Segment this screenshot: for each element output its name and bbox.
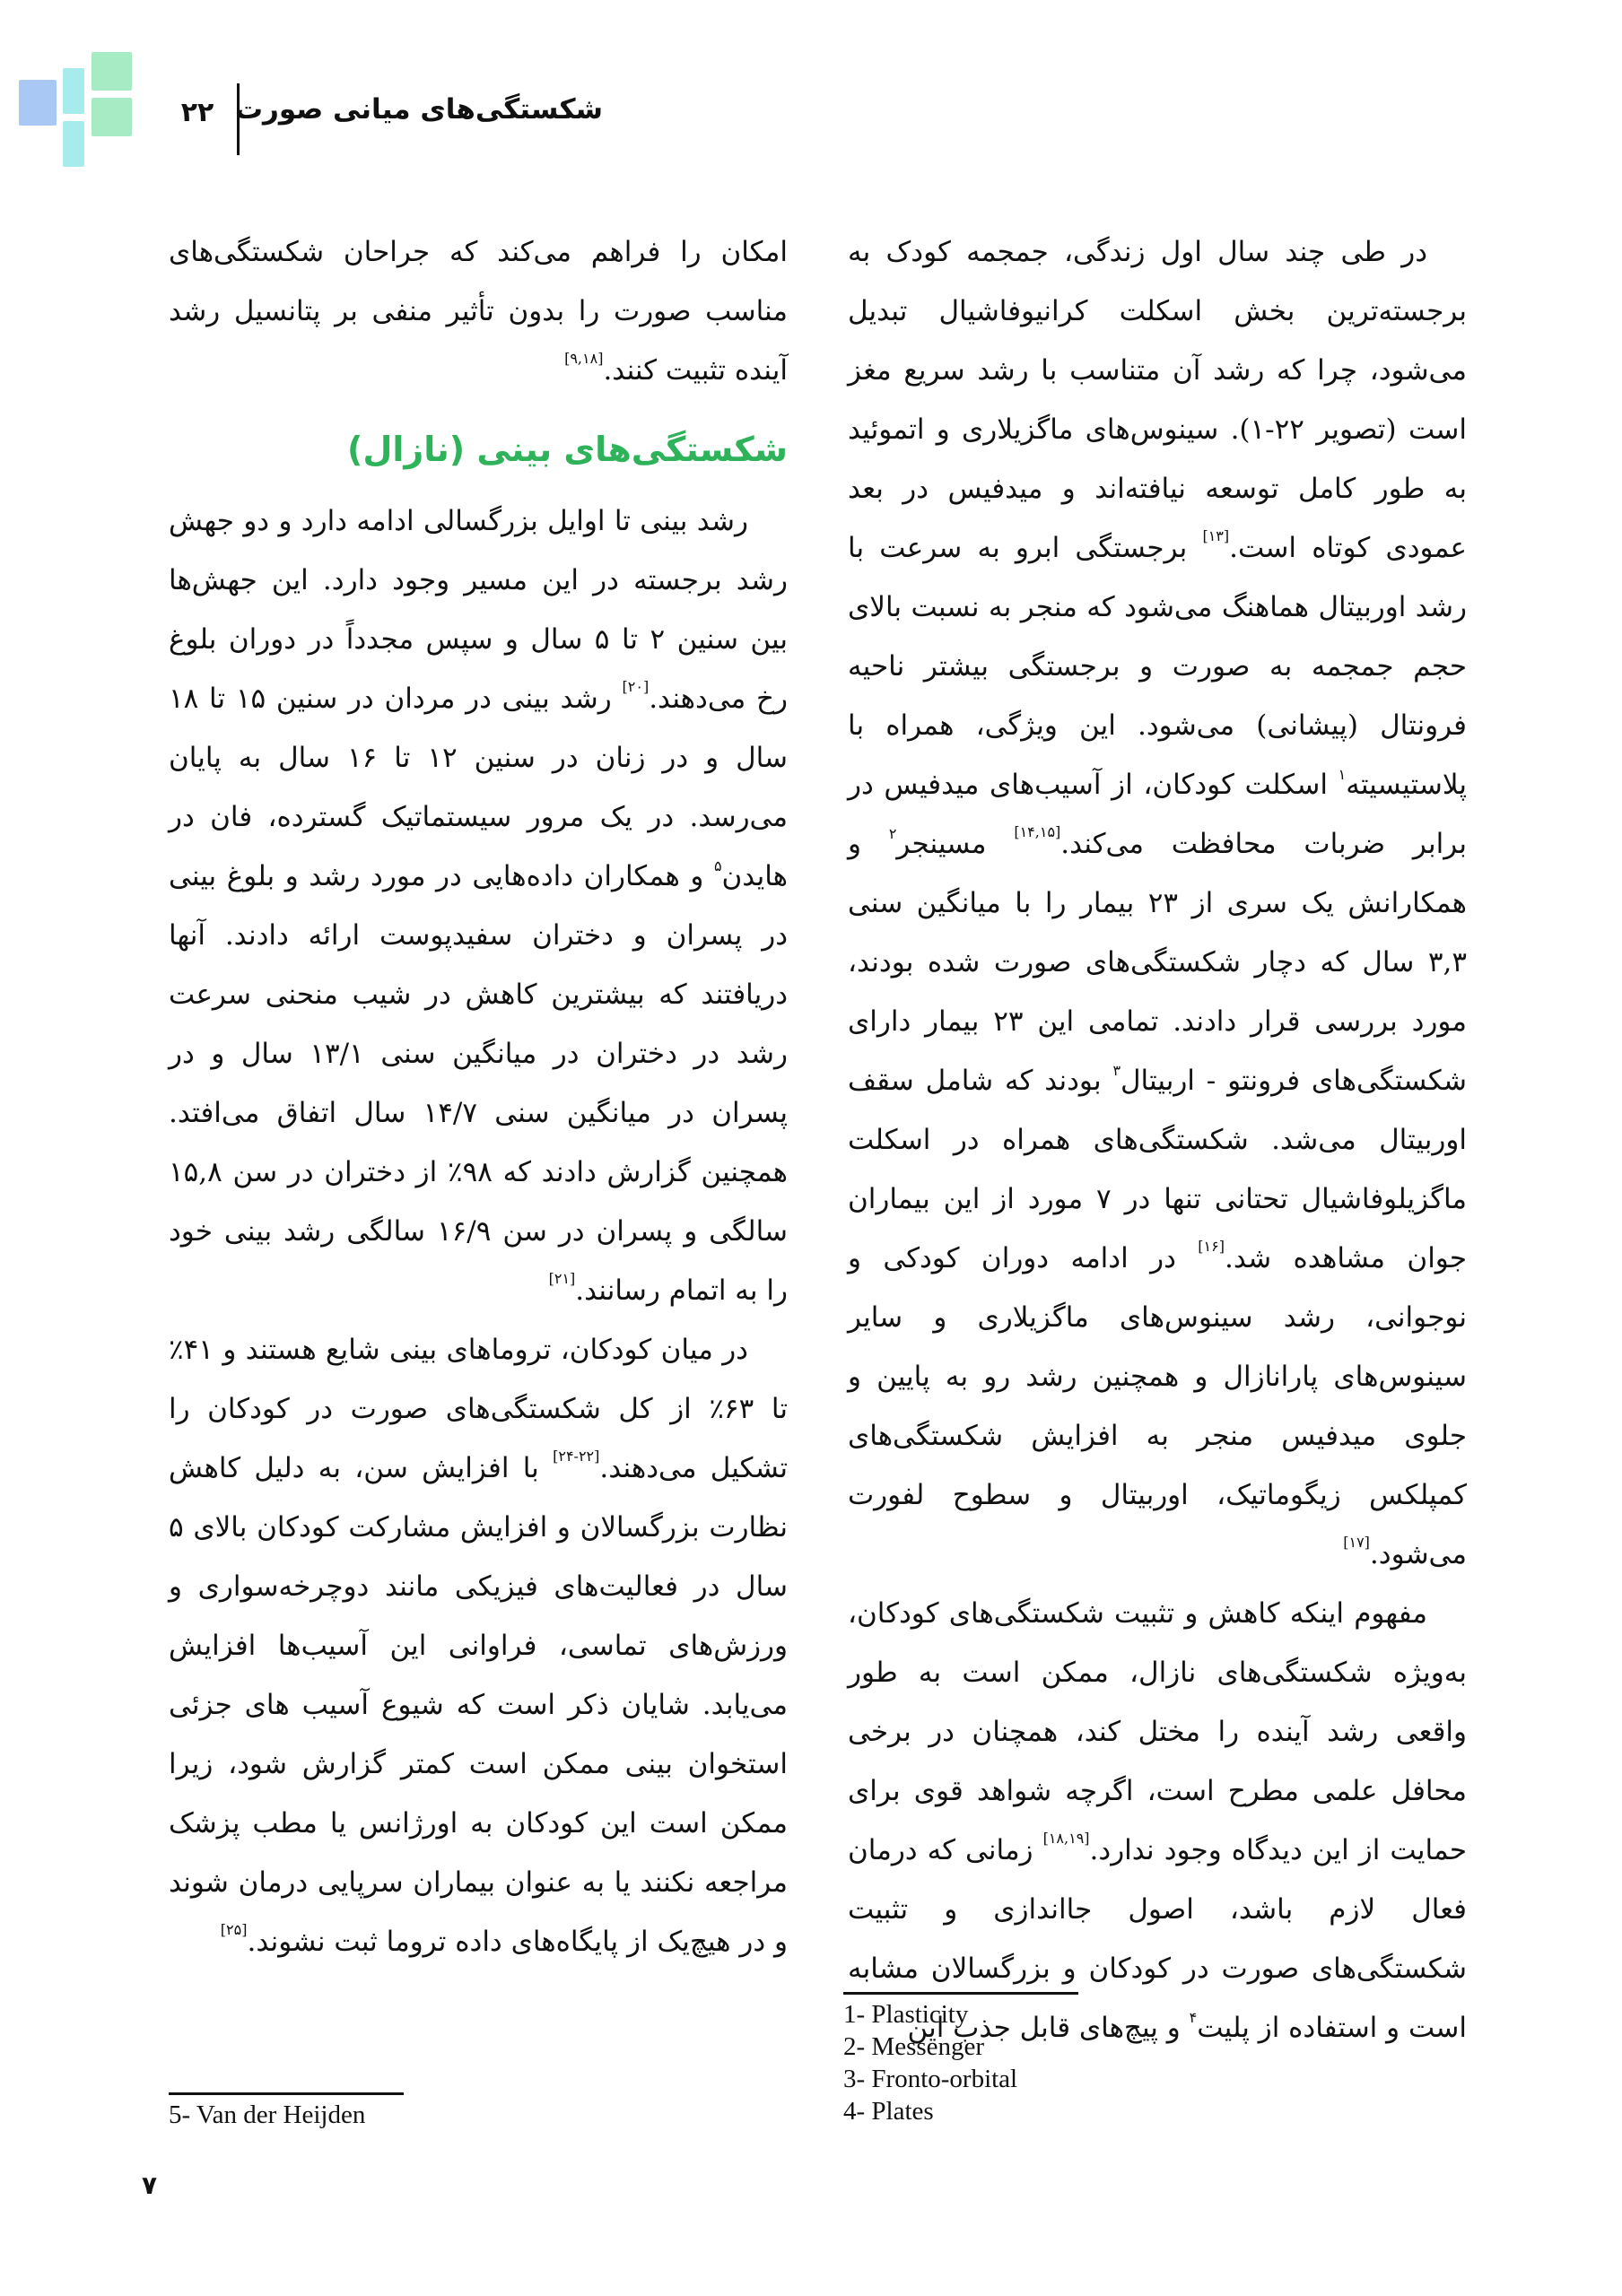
logo-block-cyan-bottom bbox=[63, 121, 84, 167]
paragraph-text: با افزایش سن، به دلیل کاهش نظارت بزرگسالان و افزایش مشارکت کودکان بالای ۵ سال در فعالیت‌های فیزیکی مانند دوچرخه‌سواری و ورزش‌های تماسی، فراوانی این آسیب‌ها افزایش می‌یابد. شایان ذکر است که شیوع آسیب های جزئی استخوان بینی ممکن است کمتر گزارش شود، زیرا ممکن است این کودکان به اورژانس یا مطب پزشک مراجعه نکنند یا به عنوان بیماران سرپایی درمان شوند و در هیچ‌یک از پایگاه‌های داده تروما ثبت نشوند. bbox=[169, 1452, 788, 1958]
paragraph-text: امکان را فراهم می‌کند که جراحان شکستگی‌های مناسب صورت را بدون تأثیر منفی بر پتانسیل رشد آینده تثبیت کنند. bbox=[169, 236, 788, 387]
chapter-title: شکستگی‌های میانی صورت bbox=[234, 93, 603, 126]
paragraph bbox=[169, 491, 788, 1320]
logo-block-cyan-top bbox=[63, 68, 84, 114]
paragraph-text: در میان کودکان، تروماهای بینی شایع هستند و ۴۱٪ تا ۶۳٪ از کل شکستگی‌های صورت در کودکان را تشکیل می‌دهند. bbox=[169, 1334, 788, 1484]
footnote: 3- Fronto-orbital bbox=[843, 2065, 1018, 2093]
footnotes-right bbox=[843, 1998, 1017, 2127]
paragraph-text: رشد بینی در مردان در سنین ۱۵ تا ۱۸ سال و در زنان در سنین ۱۲ تا ۱۶ سال به پایان می‌رسد. در یک مرور سیستماتیک گسترده، فان در هایدن bbox=[169, 683, 789, 892]
paragraph-text: اسکلت کودکان، از آسیب‌های میدفیس در برابر ضربات محافظت می‌کند. bbox=[848, 769, 1467, 860]
footnote-marker: ۵ bbox=[713, 857, 722, 874]
chapter-number: ۲۲ bbox=[180, 97, 214, 128]
citation: [۲۵] bbox=[220, 1921, 248, 1938]
citation: [۱۶] bbox=[1198, 1238, 1225, 1255]
footnotes-left bbox=[169, 2099, 365, 2131]
paragraph-text: در طی چند سال اول زندگی، جمجمه کودک به برجسته‌ترین بخش اسکلت کرانیوفاشیال تبدیل می‌شود، چرا که رشد آن متناسب با رشد سریع مغز است (تصویر ۲۲-۱). سینوس‌های ماگزیلاری و اتموئید به طور کامل توسعه نیافته‌اند و میدفیس در بعد عمودی کوتاه است. bbox=[848, 236, 1467, 564]
page-number: ۷ bbox=[142, 2170, 158, 2200]
paragraph-text: و پیچ‌های قابل جذب این bbox=[907, 2012, 1190, 2044]
paragraph-text: بودند که شامل سقف اوربیتال می‌شد. شکستگی‌های همراه در اسکلت ماگزیلوفاشیال تحتانی تنها در ۷ مورد از این بیماران جوان مشاهده شد. bbox=[848, 1065, 1467, 1274]
section-heading: شکستگی‌های بینی (نازال) bbox=[347, 430, 788, 469]
footnote-marker: ۳ bbox=[1112, 1062, 1121, 1079]
paragraph-text: رشد بینی تا اوایل بزرگسالی ادامه دارد و دو جهش رشد برجسته در این مسیر وجود دارد. این جهش‌ها بین سنین ۲ تا ۵ سال و سپس مجدداً در دوران بلوغ رخ می‌دهند. bbox=[169, 505, 789, 715]
paragraph-text: برجستگی ابرو به سرعت با رشد اوربیتال هماهنگ می‌شود که منجر به نسبت بالای حجم جمجمه به صورت و برجستگی بیشتر ناحیه فرونتال (پیشانی) می‌شود. این ویژگی، همراه با پلاستیسیته bbox=[848, 532, 1467, 801]
footnote: 2- Messenger bbox=[843, 2032, 985, 2061]
footnote-marker: ۱ bbox=[1338, 766, 1347, 783]
paragraph-text: زمانی که درمان فعال لازم باشد، اصول جااندازی و تثبیت شکستگی‌های صورت در کودکان و بزرگسالان مشابه است و استفاده از پلیت bbox=[848, 1834, 1467, 2044]
left-column bbox=[169, 222, 788, 1971]
citation: [۱۳] bbox=[1202, 527, 1230, 544]
footnote: 4- Plates bbox=[843, 2097, 934, 2126]
paragraph-text: و همکاران داده‌هایی در مورد رشد و بلوغ بینی در پسران و دختران سفیدپوست ارائه دادند. آنها دریافتند که بیشترین کاهش در شیب منحنی سرعت رشد در دختران در میانگین سنی ۱۳/۱ سال و در پسران در میانگین سنی ۱۴/۷ سال اتفاق می‌افتد. همچنین گزارش دادند که ۹۸٪ از دختران در سن ۱۵,۸ سالگی و پسران در سن ۱۶/۹ سالگی رشد بینی خود را به اتمام رسانند. bbox=[169, 860, 789, 1307]
paragraph bbox=[848, 1584, 1467, 2057]
citation: [۱۴,۱۵] bbox=[1014, 823, 1061, 840]
citation: [۲۲-۲۴] bbox=[553, 1448, 600, 1465]
right-column bbox=[848, 222, 1467, 2057]
footnote-marker: ۴ bbox=[1189, 2009, 1198, 2026]
logo-block-green-bottom bbox=[92, 98, 132, 136]
paragraph-text: در ادامه دوران کودکی و نوجوانی، رشد سینوس‌های ماگزیلاری و سایر سینوس‌های پارانازال و همچنین رشد رو به پایین و جلوی میدفیس منجر به افزایش شکستگی‌های کمپلکس زیگوماتیک، اوربیتال و سطوح لفورت می‌شود. bbox=[848, 1242, 1467, 1570]
citation: [۲۰] bbox=[622, 678, 650, 695]
citation: [۱۷] bbox=[1343, 1534, 1370, 1551]
logo-block-green-top bbox=[92, 52, 132, 91]
logo-block-blue bbox=[19, 80, 57, 126]
citation: [۱۸,۱۹] bbox=[1042, 1830, 1090, 1847]
footnote-rule bbox=[843, 1992, 1078, 1995]
paragraph bbox=[848, 222, 1467, 1584]
citation: [۲۱] bbox=[548, 1270, 576, 1287]
footnote-marker: ۲ bbox=[888, 825, 897, 842]
paragraph-text: مسینجر bbox=[896, 828, 1015, 860]
paragraph-text: مفهوم اینکه کاهش و تثبیت شکستگی‌های کودکان، به‌ویژه شکستگی‌های نازال، ممکن است به طور واقعی رشد آینده را مختل کند، همچنان در برخی محافل علمی مطرح است، اگرچه شواهد قوی برای حمایت از این دیدگاه وجود ندارد. bbox=[848, 1597, 1467, 1866]
citation: [۹,۱۸] bbox=[564, 350, 604, 367]
footnote: 5- Van der Heijden bbox=[169, 2100, 366, 2129]
paragraph bbox=[169, 1320, 788, 1971]
paragraph bbox=[169, 222, 788, 400]
footnote: 1- Plasticity bbox=[843, 2000, 969, 2029]
paragraph-text: و همکارانش یک سری از ۲۳ بیمار را با میانگین سنی ۳,۳ سال که دچار شکستگی‌های صورت شده بودند، مورد بررسی قرار دادند. تمامی این ۲۳ بیمار دارای شکستگی‌های فرونتو - اربیتال bbox=[848, 828, 1468, 1097]
footnote-rule bbox=[169, 2092, 404, 2095]
